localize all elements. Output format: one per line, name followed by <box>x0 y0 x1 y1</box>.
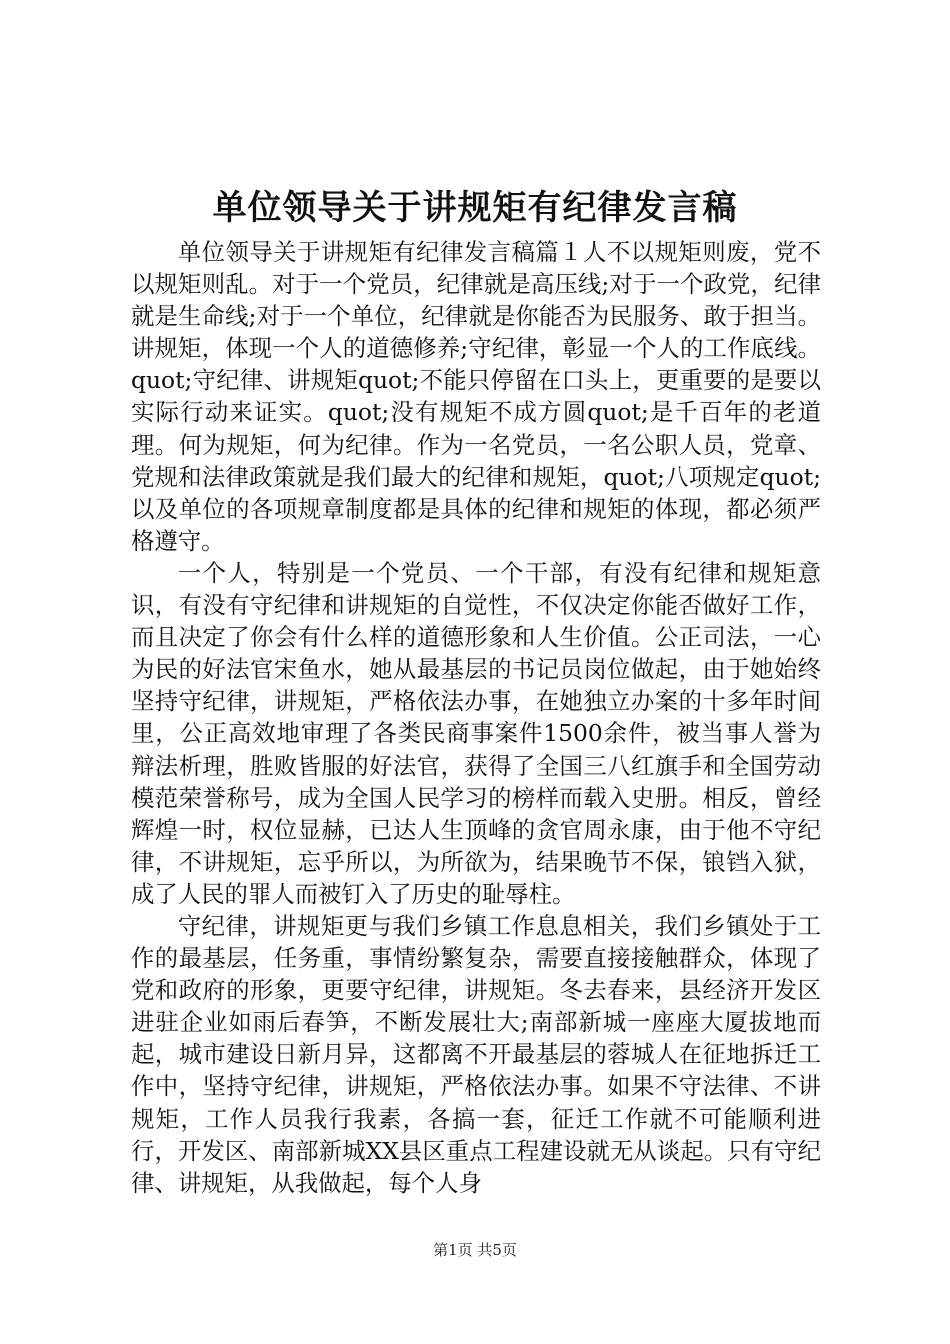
paragraph-2: 一个人，特别是一个党员、一个干部，有没有纪律和规矩意识，有没有守纪律和讲规矩的自觉性，不仅决定你能否做好工作，而且决定了你会有什么样的道德形象和人生价值。公正司法，一心为民的好法官宋鱼水，她从最基层的书记员岗位做起，由于她始终坚持守纪律，讲规矩，严格依法办事，在她独立办案的十多年时间里，公正高效地审理了各类民商事案件1500余件，被当事人誉为辩法析理，胜败皆服的好法官，获得了全国三八红旗手和全国劳动模范荣誉称号，成为全国人民学习的榜样而载入史册。相反，曾经辉煌一时，权位显赫，已达人生顶峰的贪官周永康，由于他不守纪律，不讲规矩，忘乎所以，为所欲为，结果晚节不保，锒铛入狱，成了人民的罪人而被钉入了历史的耻辱柱。 <box>131 558 821 908</box>
document-title: 单位领导关于讲规矩有纪律发言稿 <box>212 188 738 228</box>
paragraph-1: 单位领导关于讲规矩有纪律发言稿篇１人不以规矩则废，党不以规矩则乱。对于一个党员，纪律就是高压线;对于一个政党，纪律就是生命线;对于一个单位，纪律就是你能否为民服务、敢于担当。讲规矩，体现一个人的道德修养;守纪律，彰显一个人的工作底线。quot;守纪律、讲规矩quot;不能只停留在口头上，更重要的是要以实际行动来证实。quot;没有规矩不成方圆quot;是千百年的老道理。何为规矩，何为纪律。作为一名党员，一名公职人员，党章、党规和法律政策就是我们最大的纪律和规矩，quot;八项规定quot;以及单位的各项规章制度都是具体的纪律和规矩的体现，都必须严格遵守。 <box>131 238 821 555</box>
paragraph-3: 守纪律，讲规矩更与我们乡镇工作息息相关，我们乡镇处于工作的最基层，任务重，事情纷繁复杂，需要直接接触群众，体现了党和政府的形象，更要守纪律，讲规矩。冬去春来，县经济开发区进驻企业如雨后春笋，不断发展壮大;南部新城一座座大厦拔地而起，城市建设日新月异，这都离不开最基层的蓉城人在征地拆迁工作中，坚持守纪律，讲规矩，严格依法办事。如果不守法律、不讲规矩，工作人员我行我素，各搞一套，征迁工作就不可能顺利进行，开发区、南部新城XX县区重点工程建设就无从谈起。只有守纪律、讲规矩，从我做起，每个人身 <box>131 911 821 1197</box>
page-number-footer: 第1页 共5页 <box>433 1241 517 1259</box>
document-body <box>131 236 821 1199</box>
